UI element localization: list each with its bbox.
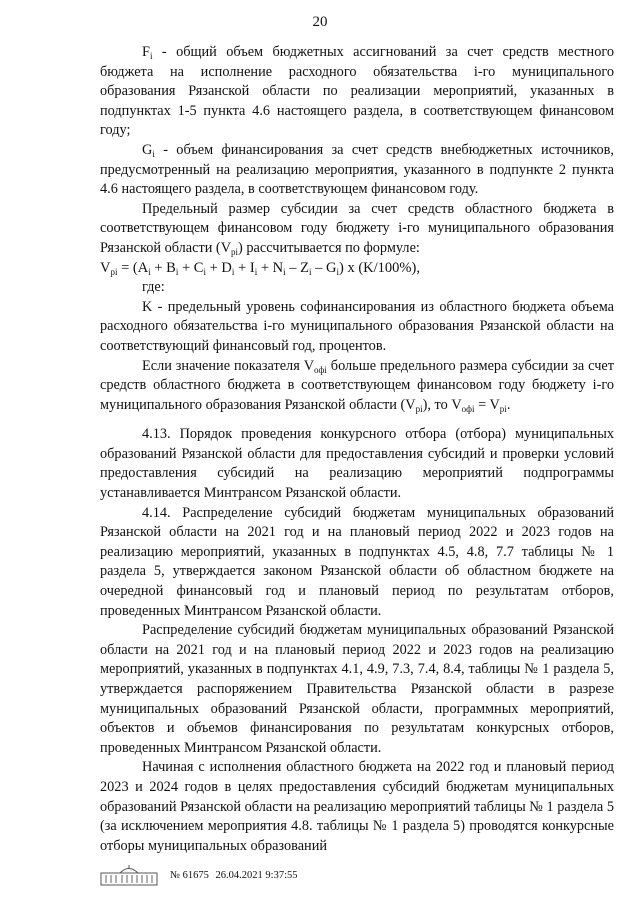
document-timestamp: 26.04.2021 9:37:55 <box>215 869 298 881</box>
paragraph-distribution: Распределение субсидий бюджетам муниципальных образований Рязанской области на 2021 год и на плановый период 2022 и 2023 годов на реализацию мероприятий, указанных в подпунктах 4.1, 4.9, 7.3, 7.4, 8.4, таблицы № 1 раздела 5, утверждается распоряжением Правительства Рязанской области в разрезе муниципальных образований Рязанской области, программных мероприятий, объектов и объемов финансирования по результатам конкурсных отборов, проведенных Минтрансом Рязанской области. <box>100 622 614 756</box>
paragraph-text: ) рассчитывается по формуле: <box>238 239 420 256</box>
symbol-f: F <box>142 44 150 60</box>
paragraph-f-definition <box>100 43 614 141</box>
where-label: где: <box>142 279 165 296</box>
paragraph-text: - объем финансирования за счет средств внебюджетных источников, предусмотренный на реализацию мероприятия, указанного в подпункте 2 пункта 4.6 настоящего раздела, в соответствующем финансовом году. <box>100 141 614 198</box>
paragraph-subsidy-limit <box>100 200 614 259</box>
paragraph-text: Предельный размер субсидии за счет средств областного бюджета в соответствующем финансовом году бюджету i-го муниципального образования Рязанской области (V <box>100 200 614 256</box>
formula: $V_{pi} = (A_i + B_i + C_i + D_i + I_i + N_i - Z_i - G_i)$ x (K/100%), <box>100 259 420 277</box>
document-body <box>100 43 614 856</box>
footer-stamp <box>100 862 302 888</box>
page-number: 20 <box>312 14 328 30</box>
subscript-i: i <box>152 148 155 159</box>
paragraph-4-14: 4.14. Распределение субсидий бюджетам муниципальных образований Рязанской области на 2021 год и на плановый период 2022 и 2023 годов на реализацию мероприятий, указанных в подпунктах 4.5, 4.8, 7.7 таблицы № 1 раздела 5, утверждается законом Рязанской области об областном бюджете на очередной финансовый год и плановый период по результатам отборов, проведенных Минтрансом Рязанской области. <box>100 504 614 619</box>
paragraph-from-2022: Начиная с исполнения областного бюджета на 2022 год и плановый период 2023 и 2024 годов в целях предоставления субсидий бюджетам муниципальных образований Рязанской области на реализацию мероприятий таблицы № 1 раздела 5 (за исключением мероприятия 4.8. таблицы № 1 раздела 5) проводятся конкурсные отборы муниципальных образований <box>100 759 614 854</box>
paragraph-text: - общий объем бюджетных ассигнований за счет средств местного бюджета на исполнение расходного обязательства i-го муниципального образования Рязанской области по реализации мероприятий, указанных в подпунктах 1-5 пункта 4.6 настоящего раздела, в соответствующем финансовом году; <box>100 44 614 139</box>
footer-stamp-text <box>170 870 302 881</box>
government-building-stamp-icon <box>100 864 158 886</box>
subscript-pi: pi <box>231 246 239 257</box>
paragraph-condition: Если значение показателя $V_{офi}$ больше предельного размера субсидии за счет средств областного бюджета в соответствующем финансовом году бюджету i-го муниципального образования Рязанской области $(V_{pi})$, то $V_{офi} = V_{pi}$. <box>100 357 614 414</box>
paragraph-k-definition: K - предельный уровень софинансирования из областного бюджета объема расходного обязательства i-го муниципального образования Рязанской области на соответствующий финансовый год, процентов. <box>100 298 614 354</box>
paragraph-4-13: 4.13. Порядок проведения конкурсного отбора (отбора) муниципальных образований Рязанской области для предоставления субсидий и проверки условий предоставления субсидий на реализацию мероприятий подпрограммы устанавливается Минтрансом Рязанской области. <box>100 426 614 502</box>
subscript-i: i <box>149 51 153 61</box>
paragraph-g-definition <box>100 141 614 200</box>
document-number: № 61675 <box>170 869 209 881</box>
symbol-g: G <box>142 141 153 158</box>
